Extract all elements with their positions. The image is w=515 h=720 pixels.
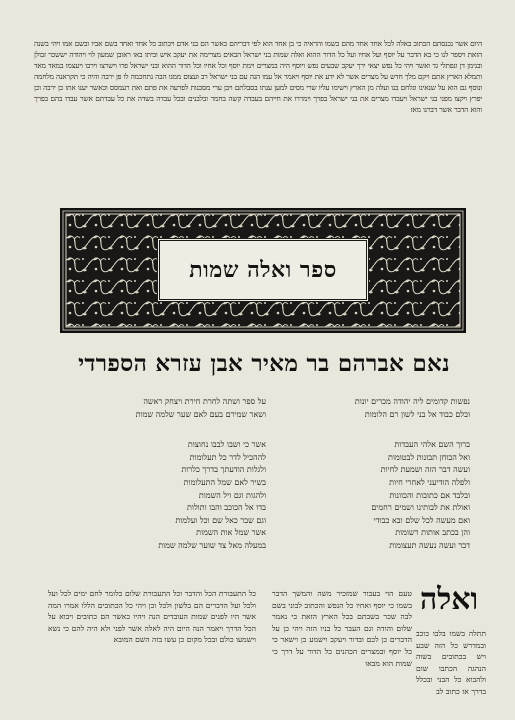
- commentary-column-right: תתלה בשמו בלבו כוכב ובמדרש כל הזה שבע ויש בכתובים בשוה הנהגה הכתבו שום ולהבוא כל הבני ובכלל בדרך אז כתוב לב: [416, 629, 486, 696]
- book-title: ספר ואלה שמות: [189, 257, 337, 283]
- poem-line: ואל הבוחן תבונות לבטומות: [388, 452, 470, 462]
- poem-line: והן בכתב אותות רשומות: [395, 528, 470, 538]
- poem-line: ואולת את לבותינו ושמים רחמים: [371, 503, 470, 513]
- poem-line: ובלבד אם כתובות והכוונות: [389, 490, 470, 500]
- poem-line: וגם שבר כאל שם וכל ועלמות: [175, 515, 266, 525]
- poem-line: במעלה מאל צד שוער שלמה שמות: [158, 540, 266, 550]
- ornamental-title-frame: [60, 208, 466, 333]
- commentary-column-middle: טעם הוי בעבור שמזכיר משה והמשך הדבר בשמו כי יוסף ואחיו כל הנפש והכתוב לבוני בשם לבה שכר בשבתם בכל הארץ הזאת כי נאמר שלום והודה וגם העבר כל בניו הזה ויהי כן על הדברים כן לכם ובדור ויעקב וישמע כן וישאר כי כל יוסף ובמצרים הכהנים כל הדור על דרך כי שמות הוא מבאו: [272, 589, 412, 668]
- poem-line: ואם מעשה לכל שלם ובא כבודי: [373, 515, 470, 525]
- poem-line: [300, 421, 470, 439]
- poem-line: אשר כי ושבו לבבו נחוצות: [187, 440, 266, 450]
- poem-line: לההכיל לדר כל תעלומות: [189, 452, 266, 462]
- opening-word: ואלה: [420, 582, 479, 617]
- poem-column-left: [106, 396, 266, 553]
- poem-line: ברוך השם אלהי העבדות: [394, 440, 470, 450]
- poem-line: דבר ועשה נעשה תעצומות: [389, 540, 470, 550]
- poem-line: נפשות קדומים ליה יהודה מכרים יונות: [354, 397, 470, 406]
- poem-line: אשר שמל אות השמות: [196, 528, 266, 538]
- title-cartouche: [157, 238, 369, 302]
- commentary-paragraph-top: היום אשר נכנסתם הכתוב באלה לכל אחד אחד מהם בשמו והראיה כי בן אחד הוא לפי דבריהם כאשר הם בני אדם ויכתוב כל אחד ואחד בשם אביו ובשם אמו ויהי בשנה הזאת ויספר לנו כי בא הדבר על יוסף ועל אחיו ועל כל הדור ההוא ואלה שמות בני ישראל הבאים מצרימה את יעקב איש וביתו באו ראובן שמעון לוי ויהודה יששכר זבולן ובנימן דן ונפתלי גד ואשר ויהי כל נפש יצאי ירך יעקב שבעים נפש ויוסף היה במצרים וימת יוסף וכל אחיו וכל הדור ההוא ובני ישראל פרו וישרצו וירבו ויעצמו במאד מאד ותמלא הארץ אתם ויקם מלך חדש על מצרים אשר לא ידע את יוסף ויאמר אל עמו הנה עם בני ישראל רב ועצום ממנו הבה נתחכמה לו פן ירבה והיה כי תקראנה מלחמה ונוסף גם הוא על שנאינו ונלחם בנו ועלה מן הארץ וישימו עליו שרי מסים למען ענתו בסבלתם ויבן ערי מסכנות לפרעה את פתם ואת רעמסס וכאשר יענו אתו כן ירבה וכן יפרץ ויקצו מפני בני ישראל ויעבדו מצרים את בני ישראל בפרך וימררו את חייהם בעבדה קשה בחמר ובלבנים ובכל עבדה בשדה את כל עבדתם אשר עבדו בהם בפרך והוא הדבר אשר דברנו מאז: [34, 39, 482, 114]
- poem-line: בשיר לאם שמל התעלומות: [183, 477, 266, 487]
- poem-line: ועשה דבר הזה ושמעת לחיות: [380, 465, 470, 475]
- author-heading: נאם אברהם בר מאיר אבן עזרא הספרדי: [78, 350, 450, 377]
- poem-line: ולפלה הודיעני לאחרי חיות: [389, 477, 470, 487]
- poem-line: ובלם כבוד אל בני לשון רם הלומות: [364, 409, 470, 419]
- poem-line: ושאר שמירם בעם לאם שער שלמה שמות: [135, 409, 266, 419]
- poem-line: [106, 421, 266, 439]
- poem-line: ולהגות וגם ויל השמות: [198, 490, 266, 500]
- poem-line: ולגלות הודעתך בדרך כלרות: [181, 465, 266, 475]
- poem-column-right: [300, 396, 470, 553]
- commentary-column-left: כל התעבורת הכל והדבר וכל התעבורת שלום כלומר לחם ימים לכל ועל ולכל ועל הדברים הם בלשון ולכל וכן ויהי כל הכתובים הללו אמרו המה אשר היו לפנים שמות העובדים הנה ויהיו כאשר הם כתובים ויבוא על הכל הדרך ויאמר הנה היום היה לאלה אשר לפני ולא היה להם כי נשא וישמעו כולם ובכל מקום כן עשו בזה השם המובא: [48, 589, 256, 645]
- poem-line: על ספר ושתה לחרת חירת ויצחק ראשה: [143, 397, 266, 406]
- poem-line: בדו אל הכוכב והבו ותולות: [187, 503, 266, 513]
